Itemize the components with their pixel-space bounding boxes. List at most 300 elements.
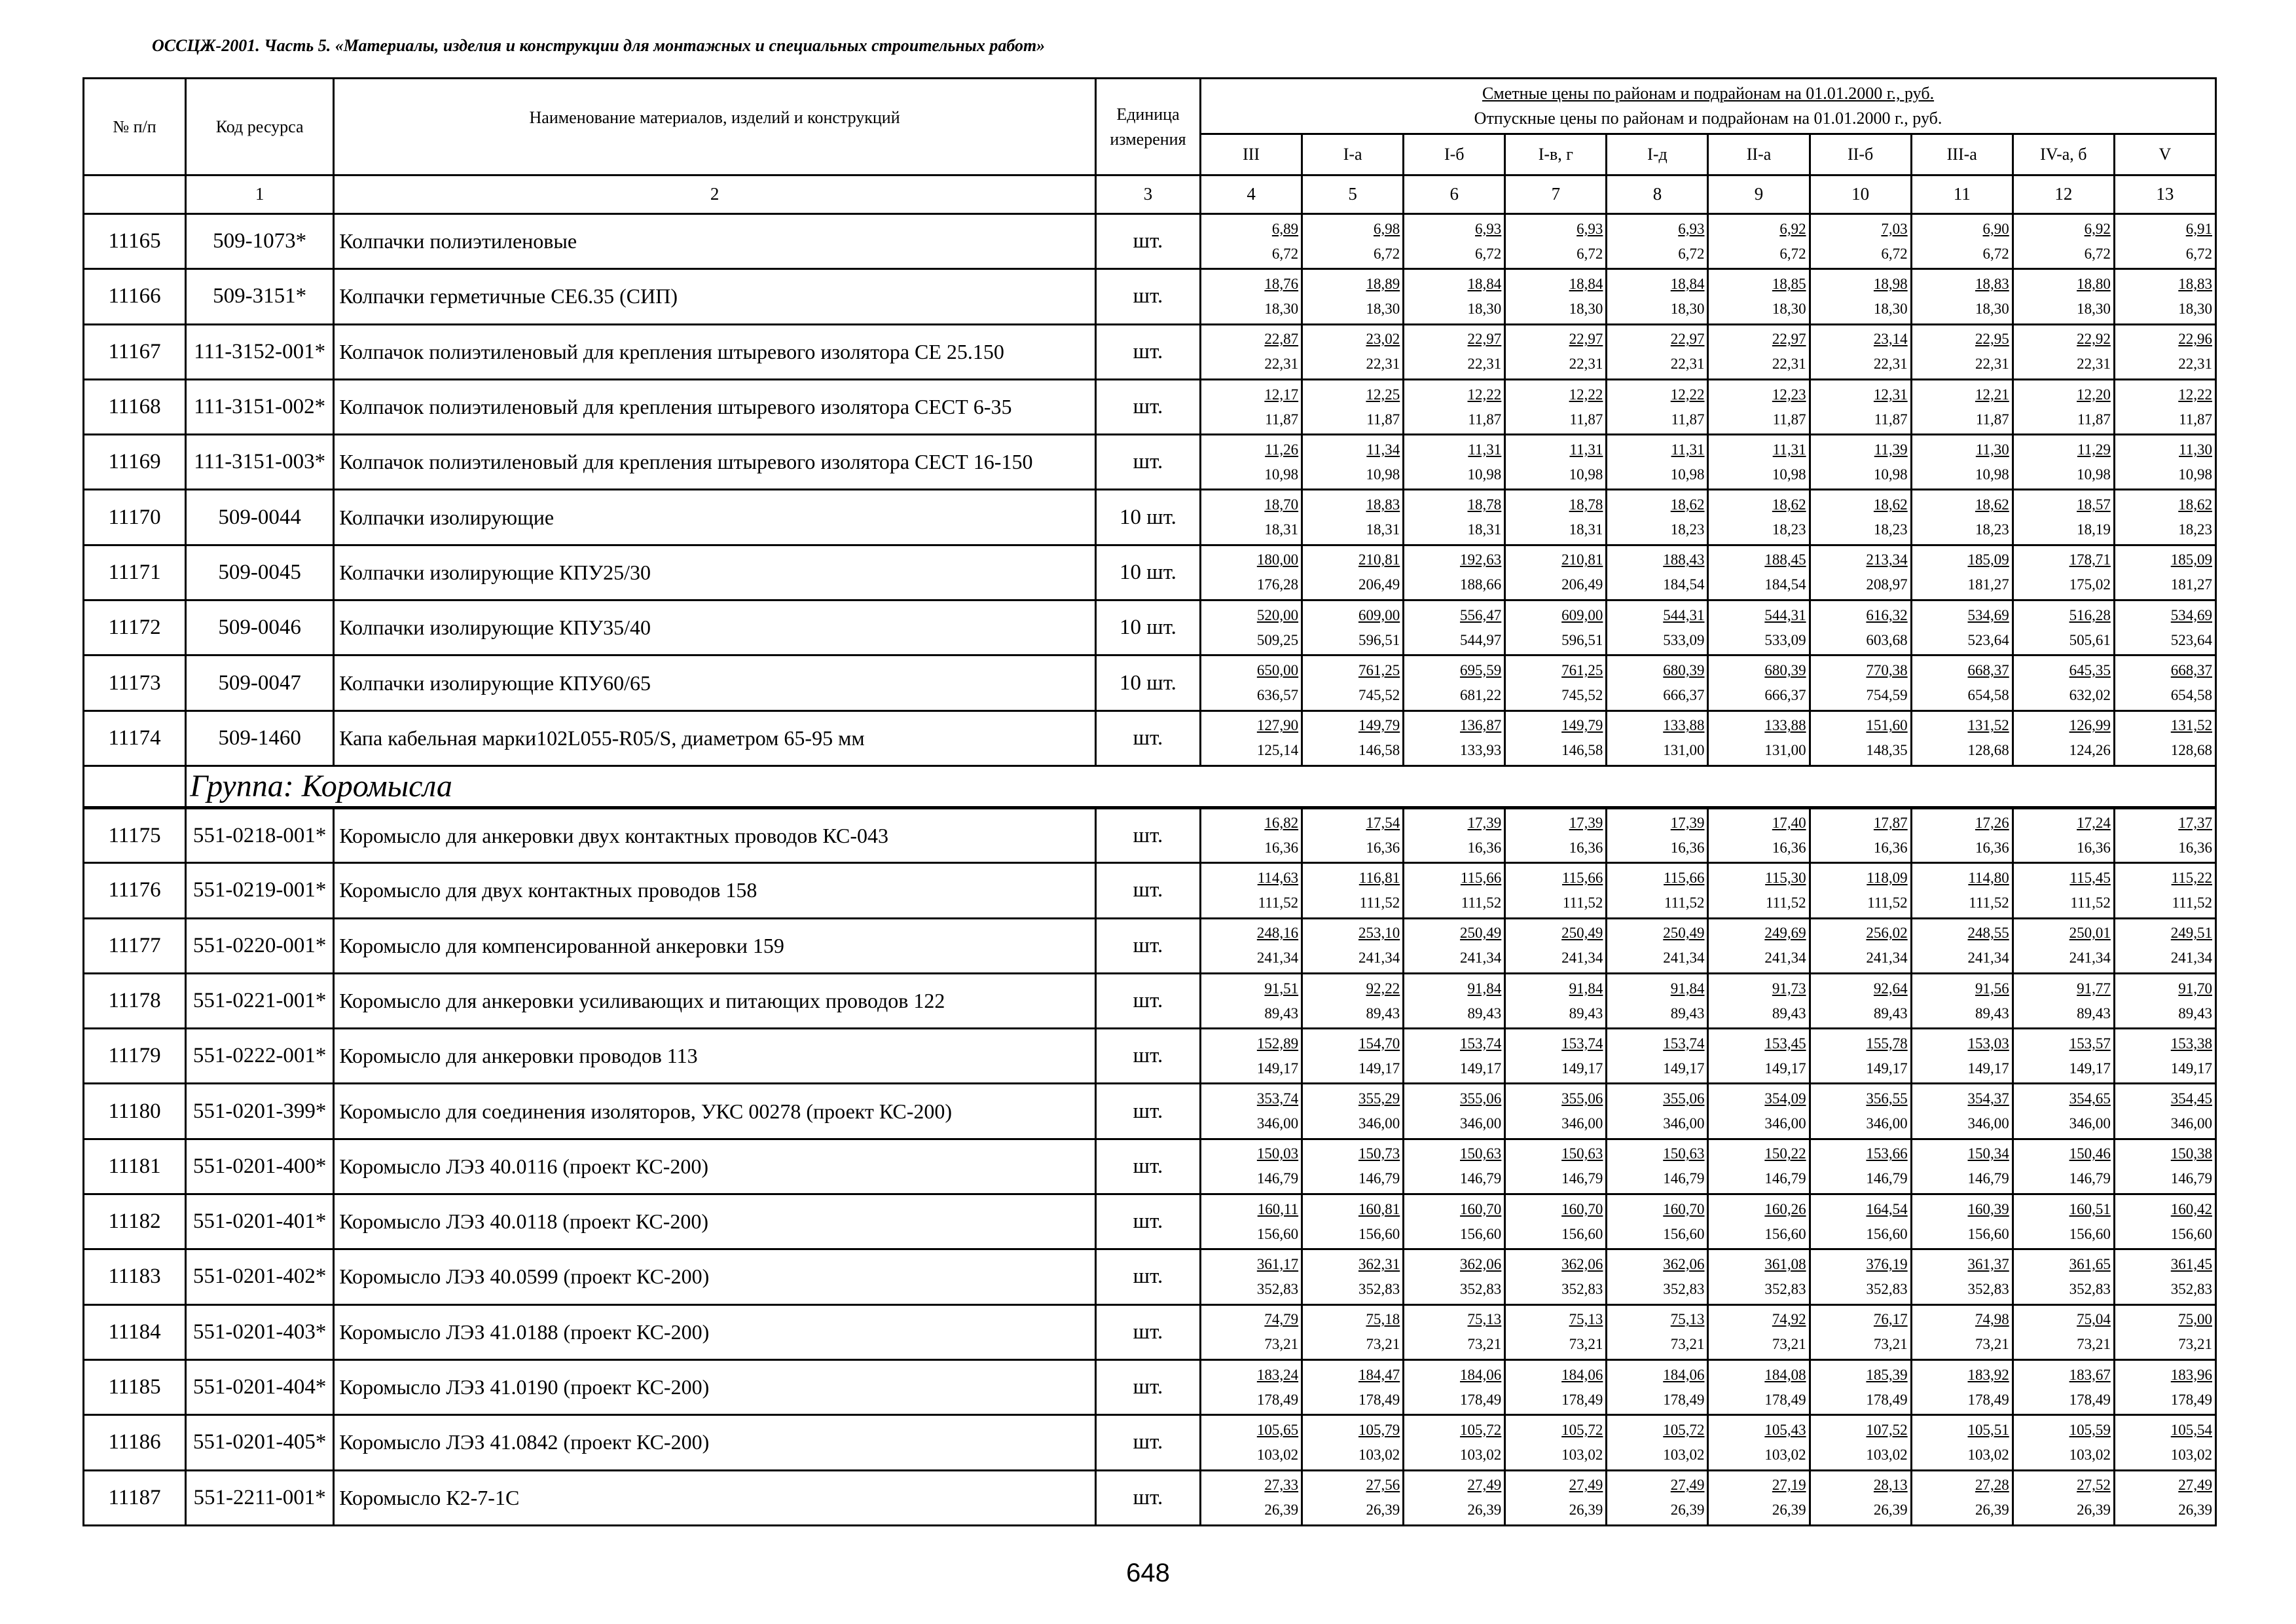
price-cell [2114, 1029, 2215, 1084]
estimated-price: 115,45 [2069, 869, 2111, 886]
item-name: Колпачки изолирующие КПУ60/65 [334, 655, 1096, 710]
price-cell [1607, 269, 1708, 324]
price-cell [1201, 324, 1302, 379]
price-cell [1810, 1084, 1911, 1139]
estimated-price: 153,74 [1460, 1035, 1502, 1052]
price-cell [1302, 807, 1404, 862]
item-name: Колпачки изолирующие КПУ25/30 [334, 545, 1096, 600]
price-cell [1708, 1359, 1810, 1414]
estimated-price: 6,89 [1271, 220, 1299, 237]
release-price: 178,49 [1561, 1391, 1603, 1408]
row-number: 11168 [84, 379, 186, 434]
estimated-price: 155,78 [1866, 1035, 1908, 1052]
table-body-koromysla [84, 807, 2216, 1525]
release-price: 176,28 [1256, 576, 1299, 593]
price-cell [1911, 1304, 2013, 1359]
estimated-price: 116,81 [1358, 869, 1400, 886]
release-price: 681,22 [1460, 687, 1502, 704]
price-cell [2013, 1194, 2114, 1249]
price-cell [1302, 1249, 1404, 1304]
release-price: 178,49 [1256, 1391, 1299, 1408]
estimated-price: 6,92 [2084, 220, 2111, 237]
price-cell [1708, 1194, 1810, 1249]
price-cell [1404, 214, 1505, 269]
release-price: 73,21 [1772, 1336, 1806, 1353]
estimated-price: 376,19 [1866, 1255, 1908, 1272]
release-price: 133,93 [1460, 742, 1502, 759]
price-cell [2114, 1359, 2215, 1414]
estimated-price: 361,65 [2069, 1255, 2111, 1272]
item-name: Колпачок полиэтиленовый для крепления штыревого изолятора СЕСТ 16-150 [334, 435, 1096, 490]
price-cell [1810, 1415, 1911, 1470]
price-cell [2114, 655, 2215, 710]
unit-of-measure: шт. [1095, 1249, 1200, 1304]
price-cell [2114, 973, 2215, 1028]
release-price: 111,52 [1461, 894, 1502, 911]
release-price: 26,39 [1366, 1502, 1400, 1519]
estimated-price: 7,03 [1881, 220, 1908, 237]
unit-of-measure: шт. [1095, 435, 1200, 490]
row-number: 11165 [84, 214, 186, 269]
estimated-price: 114,63 [1257, 869, 1299, 886]
unit-of-measure: шт. [1095, 324, 1200, 379]
release-price: 241,34 [1967, 950, 2009, 967]
estimated-price: 361,17 [1256, 1255, 1299, 1272]
release-price: 131,00 [1764, 742, 1806, 759]
estimated-price: 6,91 [2185, 220, 2212, 237]
release-price: 10,98 [1873, 466, 1908, 483]
estimated-price: 184,06 [1460, 1366, 1502, 1383]
release-price: 131,00 [1663, 742, 1705, 759]
release-price: 26,39 [1264, 1502, 1299, 1519]
price-cell [1404, 1029, 1505, 1084]
estimated-price: 105,59 [2069, 1421, 2111, 1438]
price-cell [1911, 973, 2013, 1028]
release-price: 533,09 [1663, 631, 1705, 648]
price-cell [1404, 1470, 1505, 1525]
release-price: 18,30 [1467, 300, 1502, 317]
unit-of-measure: шт. [1095, 1194, 1200, 1249]
price-cell [1810, 490, 1911, 545]
price-cell [1505, 1249, 1607, 1304]
estimated-price: 354,45 [2170, 1090, 2212, 1107]
estimated-price: 22,95 [1975, 331, 2009, 348]
release-price: 596,51 [1561, 631, 1603, 648]
release-price: 636,57 [1256, 687, 1299, 704]
row-number: 11166 [84, 269, 186, 324]
estimated-price: 355,29 [1358, 1090, 1400, 1107]
estimated-price: 74,98 [1975, 1311, 2009, 1328]
price-cell [1607, 863, 1708, 918]
release-price: 146,58 [1561, 742, 1603, 759]
estimated-price: 188,45 [1764, 551, 1806, 568]
price-cell [1505, 1470, 1607, 1525]
estimated-price: 362,06 [1663, 1255, 1705, 1272]
estimated-price: 6,93 [1576, 220, 1603, 237]
header-prices-release: Отпускные цены по районам и подрайонам на 01.01.2000 г., руб. [1474, 109, 1942, 128]
release-price: 178,49 [2170, 1391, 2212, 1408]
resource-code: 551-0201-404* [186, 1359, 334, 1414]
item-name: Колпачки герметичные СЕ6.35 (СИП) [334, 269, 1096, 324]
release-price: 18,30 [1772, 300, 1806, 317]
price-cell [1201, 918, 1302, 973]
release-price: 241,34 [2170, 950, 2212, 967]
price-cell [2013, 1470, 2114, 1525]
unit-of-measure: шт. [1095, 973, 1200, 1028]
estimated-price: 770,38 [1866, 662, 1908, 679]
release-price: 10,98 [1670, 466, 1705, 483]
estimated-price: 6,98 [1373, 220, 1400, 237]
estimated-price: 18,62 [1975, 496, 2009, 513]
price-cell [1201, 1139, 1302, 1194]
price-cell [1708, 918, 1810, 973]
price-cell [1607, 918, 1708, 973]
estimated-price: 354,09 [1764, 1090, 1806, 1107]
estimated-price: 22,96 [2178, 331, 2212, 348]
release-price: 16,36 [1366, 840, 1400, 857]
estimated-price: 150,63 [1561, 1145, 1603, 1162]
estimated-price: 12,22 [1569, 386, 1603, 403]
row-number: 11178 [84, 973, 186, 1028]
header-unit: Единица измерения [1095, 79, 1200, 175]
estimated-price: 668,37 [2170, 662, 2212, 679]
table-row [84, 600, 2216, 655]
table-row [84, 1029, 2216, 1084]
release-price: 73,21 [2077, 1336, 2111, 1353]
estimated-price: 6,90 [1982, 220, 2009, 237]
estimated-price: 18,76 [1264, 275, 1299, 292]
release-price: 156,60 [1967, 1225, 2009, 1242]
estimated-price: 695,59 [1460, 662, 1502, 679]
price-cell [1505, 490, 1607, 545]
estimated-price: 556,47 [1460, 606, 1502, 623]
release-price: 654,58 [2170, 687, 2212, 704]
estimated-price: 153,03 [1967, 1035, 2009, 1052]
unit-of-measure: шт. [1095, 269, 1200, 324]
price-cell [1810, 918, 1911, 973]
estimated-price: 22,97 [1569, 331, 1603, 348]
release-price: 11,87 [1975, 411, 2009, 428]
estimated-price: 91,56 [1975, 980, 2009, 997]
price-cell [1708, 655, 1810, 710]
estimated-price: 18,80 [2077, 275, 2111, 292]
release-price: 346,00 [2069, 1115, 2111, 1132]
price-cell [2013, 807, 2114, 862]
price-cell [2114, 710, 2215, 766]
release-price: 22,31 [1670, 356, 1705, 373]
price-cell [1201, 1029, 1302, 1084]
release-price: 6,72 [1576, 245, 1603, 262]
estimated-price: 249,69 [1764, 925, 1806, 942]
table-row [84, 1084, 2216, 1139]
estimated-price: 160,51 [2069, 1200, 2111, 1217]
price-cell [1708, 1470, 1810, 1525]
release-price: 128,68 [1967, 742, 2009, 759]
estimated-price: 91,84 [1670, 980, 1705, 997]
release-price: 111,52 [1562, 894, 1603, 911]
release-price: 184,54 [1764, 576, 1806, 593]
release-price: 156,60 [1764, 1225, 1806, 1242]
release-price: 146,79 [1256, 1170, 1299, 1187]
item-name: Коромысло ЛЭЗ 41.0842 (проект КС-200) [334, 1415, 1096, 1470]
release-price: 745,52 [1358, 687, 1400, 704]
estimated-price: 160,81 [1358, 1200, 1400, 1217]
header-num: № п/п [84, 79, 186, 175]
table-row [84, 918, 2216, 973]
item-name: Коромысло ЛЭЗ 40.0116 (проект КС-200) [334, 1139, 1096, 1194]
price-cell [1911, 1029, 2013, 1084]
release-price: 89,43 [1975, 1005, 2009, 1022]
price-cell [1810, 1359, 1911, 1414]
release-price: 149,17 [1561, 1060, 1603, 1077]
estimated-price: 18,62 [1670, 496, 1705, 513]
estimated-price: 160,70 [1460, 1200, 1502, 1217]
resource-code: 551-2211-001* [186, 1470, 334, 1525]
price-cell [1911, 863, 2013, 918]
price-cell [1911, 269, 2013, 324]
price-cell [1607, 1029, 1708, 1084]
price-cell [2114, 918, 2215, 973]
item-name: Капа кабельная марки102L055-R05/S, диаметром 65-95 мм [334, 710, 1096, 766]
release-price: 149,17 [1256, 1060, 1299, 1077]
price-cell [1911, 1194, 2013, 1249]
release-price: 178,49 [1663, 1391, 1705, 1408]
release-price: 523,64 [1967, 631, 2009, 648]
estimated-price: 27,56 [1366, 1477, 1400, 1494]
estimated-price: 11,30 [2179, 441, 2212, 458]
column-number-blank [84, 175, 186, 214]
estimated-price: 544,31 [1663, 606, 1705, 623]
table-row [84, 973, 2216, 1028]
price-cell [1810, 324, 1911, 379]
release-price: 16,36 [2178, 840, 2212, 857]
release-price: 11,87 [1772, 411, 1806, 428]
estimated-price: 12,17 [1264, 386, 1299, 403]
table-row [84, 545, 2216, 600]
estimated-price: 150,34 [1967, 1145, 2009, 1162]
price-cell [1201, 1304, 1302, 1359]
estimated-price: 92,64 [1873, 980, 1908, 997]
resource-code: 111-3152-001* [186, 324, 334, 379]
column-number: 10 [1810, 175, 1911, 214]
release-price: 352,83 [1764, 1280, 1806, 1297]
release-price: 125,14 [1256, 742, 1299, 759]
item-name: Колпачки изолирующие [334, 490, 1096, 545]
estimated-price: 131,52 [2170, 717, 2212, 734]
estimated-price: 18,84 [1467, 275, 1502, 292]
price-cell [2114, 1249, 2215, 1304]
estimated-price: 12,22 [1467, 386, 1502, 403]
price-cell [1911, 600, 2013, 655]
price-cell [1708, 973, 1810, 1028]
estimated-price: 27,49 [1467, 1477, 1502, 1494]
unit-of-measure: 10 шт. [1095, 490, 1200, 545]
row-number: 11183 [84, 1249, 186, 1304]
price-table-container [82, 77, 2217, 1526]
release-price: 26,39 [1569, 1502, 1603, 1519]
price-cell [2013, 269, 2114, 324]
estimated-price: 180,00 [1256, 551, 1299, 568]
document-header: ОССЦЖ-2001. Часть 5. «Материалы, изделия и конструкции для монтажных и специальных строительных работ» [152, 36, 1046, 55]
price-cell [2114, 214, 2215, 269]
price-cell [1505, 214, 1607, 269]
table-row [84, 269, 2216, 324]
resource-code: 509-0044 [186, 490, 334, 545]
release-price: 26,39 [2077, 1502, 2111, 1519]
estimated-price: 178,71 [2069, 551, 2111, 568]
estimated-price: 250,01 [2069, 925, 2111, 942]
release-price: 89,43 [1670, 1005, 1705, 1022]
release-price: 346,00 [1967, 1115, 2009, 1132]
release-price: 11,87 [1468, 411, 1502, 428]
price-cell [1911, 1359, 2013, 1414]
price-cell [1404, 655, 1505, 710]
estimated-price: 160,39 [1967, 1200, 2009, 1217]
estimated-price: 17,39 [1569, 815, 1603, 832]
unit-of-measure: шт. [1095, 1139, 1200, 1194]
column-number: 8 [1607, 175, 1708, 214]
estimated-price: 11,34 [1366, 441, 1400, 458]
header-code: Код ресурса [186, 79, 334, 175]
estimated-price: 616,32 [1866, 606, 1908, 623]
release-price: 11,87 [1265, 411, 1299, 428]
estimated-price: 105,43 [1764, 1421, 1806, 1438]
table-header [84, 79, 2216, 214]
price-cell [1810, 435, 1911, 490]
price-cell [1404, 269, 1505, 324]
price-cell [1302, 1084, 1404, 1139]
table-row [84, 214, 2216, 269]
resource-code: 551-0201-400* [186, 1139, 334, 1194]
release-price: 178,49 [2069, 1391, 2111, 1408]
estimated-price: 127,90 [1256, 717, 1299, 734]
price-cell [1505, 1415, 1607, 1470]
price-cell [1201, 655, 1302, 710]
item-name: Колпачок полиэтиленовый для крепления штыревого изолятора СЕСТ 6-35 [334, 379, 1096, 434]
price-cell [2114, 863, 2215, 918]
resource-code: 551-0222-001* [186, 1029, 334, 1084]
estimated-price: 22,97 [1467, 331, 1502, 348]
price-cell [1302, 1029, 1404, 1084]
release-price: 6,72 [1678, 245, 1705, 262]
unit-of-measure: шт. [1095, 1029, 1200, 1084]
estimated-price: 188,43 [1663, 551, 1705, 568]
resource-code: 551-0219-001* [186, 863, 334, 918]
price-cell [1810, 807, 1911, 862]
price-cell [2114, 807, 2215, 862]
estimated-price: 91,84 [1569, 980, 1603, 997]
price-cell [1404, 710, 1505, 766]
unit-of-measure: шт. [1095, 1470, 1200, 1525]
price-cell [1201, 863, 1302, 918]
release-price: 103,02 [1866, 1446, 1908, 1463]
estimated-price: 27,19 [1772, 1477, 1806, 1494]
estimated-price: 354,37 [1967, 1090, 2009, 1107]
estimated-price: 680,39 [1663, 662, 1705, 679]
release-price: 128,68 [2170, 742, 2212, 759]
release-price: 509,25 [1256, 631, 1299, 648]
release-price: 18,31 [1569, 521, 1603, 538]
table-row [84, 379, 2216, 434]
estimated-price: 361,37 [1967, 1255, 2009, 1272]
estimated-price: 23,14 [1873, 331, 1908, 348]
price-cell [2013, 863, 2114, 918]
price-cell [1404, 1139, 1505, 1194]
estimated-price: 12,23 [1772, 386, 1806, 403]
estimated-price: 18,78 [1467, 496, 1502, 513]
price-cell [2114, 545, 2215, 600]
estimated-price: 27,52 [2077, 1477, 2111, 1494]
price-cell [1201, 214, 1302, 269]
estimated-price: 115,22 [2171, 869, 2212, 886]
price-cell [1302, 600, 1404, 655]
item-name: Коромысло для анкеровки двух контактных проводов КС-043 [334, 807, 1096, 862]
price-cell [2013, 1084, 2114, 1139]
row-number: 11179 [84, 1029, 186, 1084]
estimated-price: 17,39 [1670, 815, 1705, 832]
region-header: I-б [1404, 134, 1505, 175]
estimated-price: 164,54 [1866, 1200, 1908, 1217]
estimated-price: 18,84 [1569, 275, 1603, 292]
estimated-price: 210,81 [1561, 551, 1603, 568]
release-price: 241,34 [1663, 950, 1705, 967]
resource-code: 509-0046 [186, 600, 334, 655]
release-price: 124,26 [2069, 742, 2111, 759]
release-price: 111,52 [2172, 894, 2212, 911]
release-price: 11,87 [2077, 411, 2111, 428]
price-cell [1302, 1139, 1404, 1194]
release-price: 103,02 [1764, 1446, 1806, 1463]
estimated-price: 160,42 [2170, 1200, 2212, 1217]
estimated-price: 150,22 [1764, 1145, 1806, 1162]
item-name: Коромысло для двух контактных проводов 158 [334, 863, 1096, 918]
unit-of-measure: шт. [1095, 379, 1200, 434]
item-name: Коромысло ЛЭЗ 41.0188 (проект КС-200) [334, 1304, 1096, 1359]
item-name: Коромысло для анкеровки проводов 113 [334, 1029, 1096, 1084]
estimated-price: 27,33 [1264, 1477, 1299, 1494]
price-cell [1708, 269, 1810, 324]
unit-of-measure: шт. [1095, 214, 1200, 269]
price-cell [1708, 324, 1810, 379]
price-cell [2013, 379, 2114, 434]
release-price: 111,52 [2070, 894, 2111, 911]
price-cell [1708, 807, 1810, 862]
estimated-price: 12,22 [2178, 386, 2212, 403]
column-number: 1 [186, 175, 334, 214]
price-cell [1201, 1249, 1302, 1304]
estimated-price: 18,85 [1772, 275, 1806, 292]
price-cell [1302, 1359, 1404, 1414]
price-cell [2013, 214, 2114, 269]
release-price: 346,00 [1358, 1115, 1400, 1132]
price-cell [1404, 1194, 1505, 1249]
estimated-price: 248,16 [1256, 925, 1299, 942]
estimated-price: 107,52 [1866, 1421, 1908, 1438]
price-cell [2013, 1139, 2114, 1194]
item-name: Коромысло ЛЭЗ 40.0118 (проект КС-200) [334, 1194, 1096, 1249]
group-divider [84, 766, 2216, 807]
estimated-price: 645,35 [2069, 662, 2111, 679]
price-cell [1607, 1304, 1708, 1359]
row-number: 11181 [84, 1139, 186, 1194]
unit-of-measure: шт. [1095, 863, 1200, 918]
estimated-price: 150,03 [1256, 1145, 1299, 1162]
estimated-price: 27,49 [2178, 1477, 2212, 1494]
release-price: 175,02 [2069, 576, 2111, 593]
price-cell [1708, 863, 1810, 918]
release-price: 73,21 [1366, 1336, 1400, 1353]
release-price: 6,72 [1779, 245, 1806, 262]
